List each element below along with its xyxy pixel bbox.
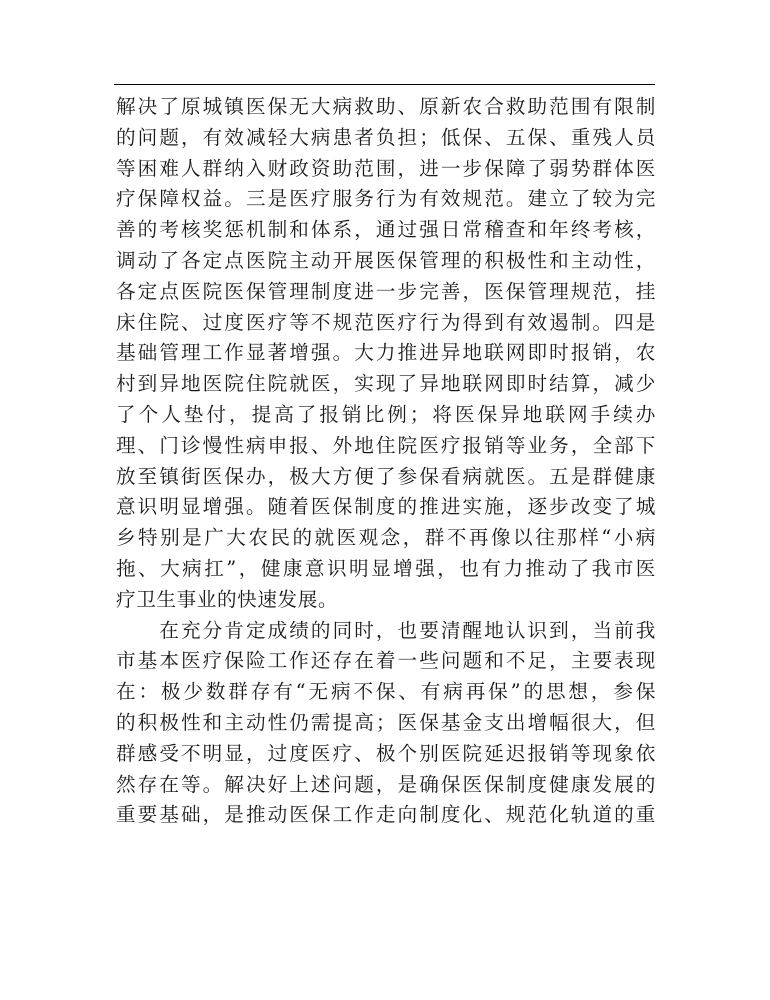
text-line: 床住院、过度医疗等不规范医疗行为得到有效遏制。四是 [116, 310, 656, 334]
header-rule [114, 84, 655, 85]
text-line: 了个人垫付，提高了报销比例；将医保异地联网手续办 [116, 402, 656, 426]
text-line: 拖、大病扛”，健康意识明显增强，也有力推动了我市医 [116, 556, 656, 580]
text-line: 等困难人群纳入财政资助范围，进一步保障了弱势群体医 [116, 156, 656, 180]
text-line: 调动了各定点医院主动开展医保管理的积极性和主动性， [116, 248, 656, 272]
text-line: 村到异地医院住院就医，实现了异地联网即时结算，减少 [116, 372, 656, 396]
text-line: 市基本医疗保险工作还存在着一些问题和不足，主要表现 [116, 649, 656, 673]
text-line: 疗卫生事业的快速发展。 [116, 587, 339, 611]
text-line: 理、门诊慢性病申报、外地住院医疗报销等业务，全部下 [116, 433, 656, 457]
text-line: 疗保障权益。三是医疗服务行为有效规范。建立了较为完 [116, 187, 656, 211]
text-line: 放至镇街医保办，极大方便了参保看病就医。五是群健康 [116, 464, 656, 488]
text-line: 在：极少数群存有“无病不保、有病再保”的思想，参保 [116, 680, 656, 704]
text-line: 的积极性和主动性仍需提高；医保基金支出增幅很大，但 [116, 710, 656, 734]
text-line: 在充分肯定成绩的同时，也要清醒地认识到，当前我 [116, 618, 656, 642]
text-line: 然存在等。解决好上述问题，是确保医保制度健康发展的 [116, 772, 656, 796]
text-line: 的问题，有效减轻大病患者负担；低保、五保、重残人员 [116, 125, 656, 149]
text-line: 群感受不明显，过度医疗、极个别医院延迟报销等现象依 [116, 741, 656, 765]
text-line: 各定点医院医保管理制度进一步完善，医保管理规范，挂 [116, 279, 656, 303]
text-line: 意识明显增强。随着医保制度的推进实施，逐步改变了城 [116, 495, 656, 519]
body-text [116, 92, 656, 831]
text-line: 乡特别是广大农民的就医观念，群不再像以往那样“小病 [116, 526, 656, 550]
text-line: 解决了原城镇医保无大病救助、原新农合救助范围有限制 [116, 95, 656, 118]
text-line: 善的考核奖惩机制和体系，通过强日常稽查和年终考核， [116, 218, 656, 242]
paragraph-2 [116, 616, 656, 832]
paragraph-1 [116, 92, 656, 616]
text-line: 基础管理工作显著增强。大力推进异地联网即时报销，农 [116, 341, 656, 365]
text-line: 重要基础，是推动医保工作走向制度化、规范化轨道的重 [116, 803, 656, 827]
